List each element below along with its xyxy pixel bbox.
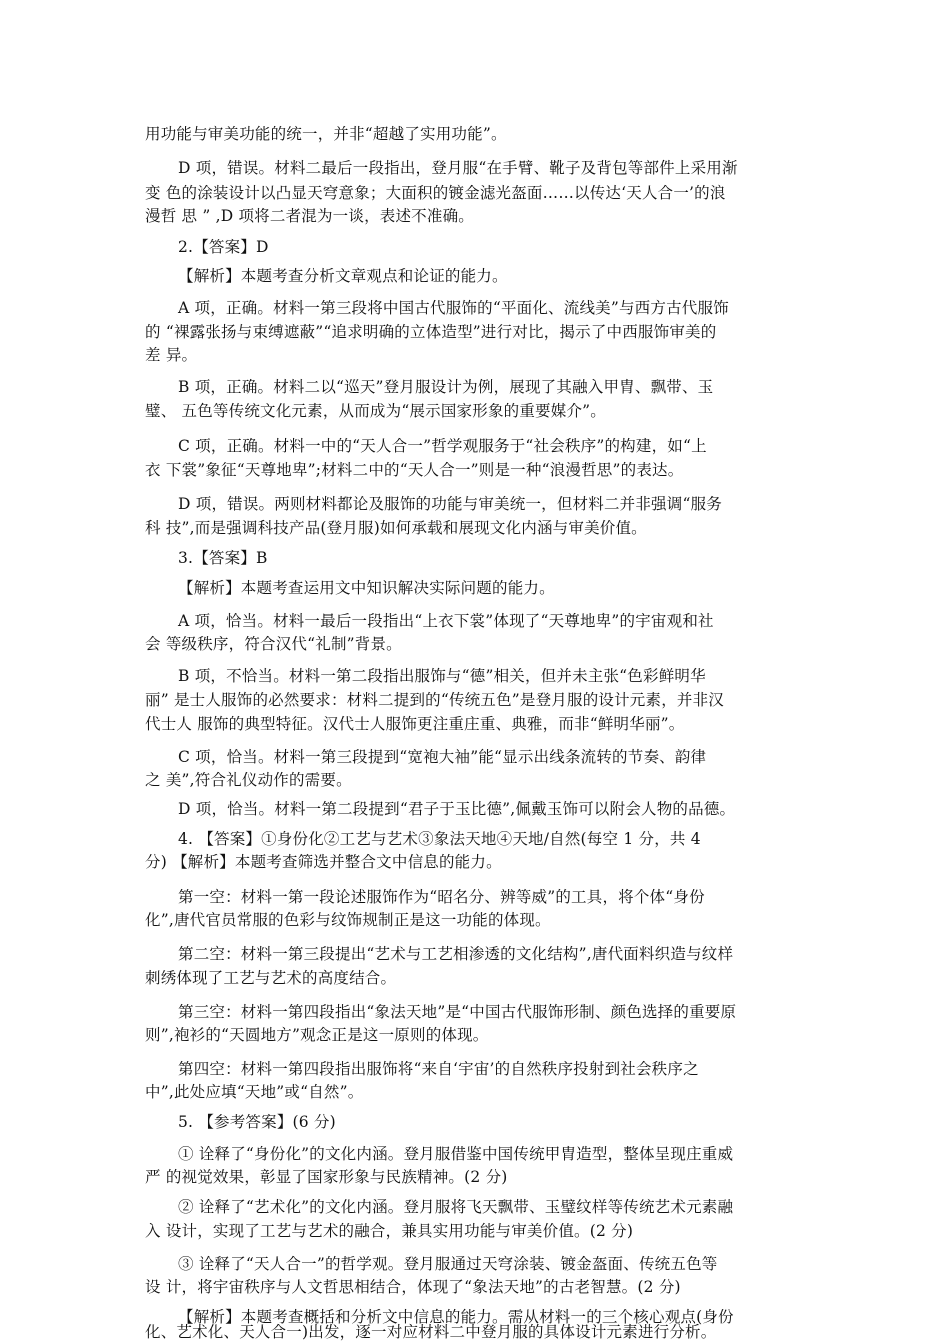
text-line: 化”,唐代官员常服的色彩与纹饰规制正是这一功能的体现。 [145, 911, 551, 929]
text-line: D 项，错误。两则材料都论及服饰的功能与审美统一，但材料二并非强调“服务 [178, 495, 722, 513]
text-line: 差 异。 [145, 346, 198, 364]
text-line: 会 等级秩序，符合汉代“礼制”背景。 [145, 635, 402, 653]
text-line: 刺绣体现了工艺与艺术的高度结合。 [145, 969, 397, 987]
text-line: 代士人 服饰的典型特征。汉代士人服饰更注重庄重、典雅，而非“鲜明华丽”。 [145, 715, 685, 733]
text-line: 中”,此处应填“天地”或“自然”。 [145, 1083, 364, 1101]
analysis-line: 分) 【解析】本题考查筛选并整合文中信息的能力。 [145, 853, 502, 871]
text-line: 第二空：材料一第三段提出“艺术与工艺相渗透的文化结构”,唐代面料织造与纹样 [178, 945, 734, 963]
answer-heading: 4. 【答案】①身份化②工艺与艺术③象法天地④天地/自然(每空 1 分，共 4 [178, 830, 701, 848]
text-line: 设 计，将宇宙秩序与人文哲思相结合，体现了“象法天地”的古老智慧。(2 分) [145, 1278, 681, 1296]
text-line: B 项，不恰当。材料一第二段指出服饰与“德”相关，但并未主张“色彩鲜明华 [178, 667, 706, 685]
answer-heading: 3.【答案】B [178, 549, 268, 567]
text-line: 入 设计，实现了工艺与艺术的融合，兼具实用功能与审美价值。(2 分) [145, 1222, 634, 1240]
text-line: 第四空：材料一第四段指出服饰将“来自‘宇宙’的自然秩序投射到社会秩序之 [178, 1060, 699, 1078]
answer-heading: 5. 【参考答案】(6 分) [178, 1113, 336, 1131]
text-line: 严 的视觉效果，彰显了国家形象与民族精神。(2 分) [145, 1168, 508, 1186]
text-line: 第一空：材料一第一段论述服饰作为“昭名分、辨等威”的工具，将个体“身份 [178, 888, 705, 906]
text-line: 用功能与审美功能的统一，并非“超越了实用功能”。 [145, 125, 507, 143]
text-line: 则”,袍衫的“天圆地方”观念正是这一原则的体现。 [145, 1026, 489, 1044]
text-line: 丽” 是士人服饰的必然要求：材料二提到的“传统五色”是登月服的设计元素，并非汉 [145, 691, 725, 709]
text-line: D 项，恰当。材料一第二段提到“君子于玉比德”,佩戴玉饰可以附会人物的品德。 [178, 800, 736, 818]
text-line: ③ 诠释了“天人合一”的哲学观。登月服通过天穹涂装、镀金盔面、传统五色等 [178, 1255, 718, 1273]
answer-heading: 2.【答案】D [178, 238, 269, 256]
text-line: 的 “裸露张扬与束缚遮蔽”“追求明确的立体造型”进行对比，揭示了中西服饰审美的 [145, 323, 717, 341]
text-line: 科 技”,而是强调科技产品(登月服)如何承载和展现文化内涵与审美价值。 [145, 519, 647, 537]
analysis-line: 【解析】本题考查运用文中知识解决实际问题的能力。 [178, 579, 555, 597]
analysis-line: 【解析】本题考查概括和分析文中信息的能力。需从材料一的三个核心观点(身份 [178, 1308, 734, 1326]
text-line: C 项，正确。材料一中的“天人合一”哲学观服务于“社会秩序”的构建，如“上 [178, 437, 707, 455]
text-line: B 项，正确。材料二以“巡天”登月服设计为例，展现了其融入甲胄、飘带、玉 [178, 378, 714, 396]
analysis-line: 【解析】本题考查分析文章观点和论证的能力。 [178, 267, 508, 285]
text-line: 衣 下裳”象征“天尊地卑”;材料二中的“天人合一”则是一种“浪漫哲思”的表达。 [145, 461, 684, 479]
text-line: 化、艺术化、天人合一)出发，逐一对应材料二中登月服的具体设计元素进行分析。 [145, 1323, 717, 1341]
text-line: 第三空：材料一第四段指出“象法天地”是“中国古代服饰形制、颜色选择的重要原 [178, 1003, 737, 1021]
text-line: 璧、 五色等传统文化元素，从而成为“展示国家形象的重要媒介”。 [145, 402, 606, 420]
text-line: ② 诠释了“艺术化”的文化内涵。登月服将飞天飘带、玉璧纹样等传统艺术元素融 [178, 1198, 734, 1216]
text-line: D 项，错误。材料二最后一段指出，登月服“在手臂、靴子及背包等部件上采用渐 [178, 159, 738, 177]
text-line: A 项，恰当。材料一最后一段指出“上衣下裳”体现了“天尊地卑”的宇宙观和社 [178, 612, 714, 630]
text-line: 变 色的涂装设计以凸显天穹意象；大面积的镀金滤光盔面……以传达‘天人合一’的浪 [145, 184, 726, 202]
text-line: A 项，正确。材料一第三段将中国古代服饰的“平面化、流线美”与西方古代服饰 [178, 299, 729, 317]
text-line: 漫哲 思 ” ,D 项将二者混为一谈，表述不准确。 [145, 207, 474, 225]
text-line: ① 诠释了“身份化”的文化内涵。登月服借鉴中国传统甲胄造型，整体呈现庄重威 [178, 1145, 734, 1163]
text-line: C 项，恰当。材料一第三段提到“宽袍大袖”能“显示出线条流转的节奏、韵律 [178, 748, 707, 766]
text-line: 之 美”,符合礼仪动作的需要。 [145, 771, 352, 789]
